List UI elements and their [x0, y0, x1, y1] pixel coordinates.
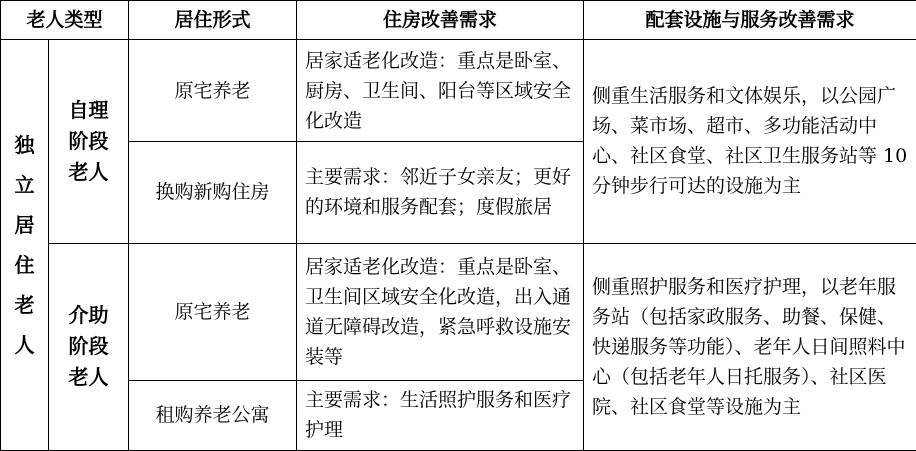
group-label-char: 居	[14, 213, 35, 238]
stage-label-line: 阶段	[68, 334, 109, 359]
group-label-char: 住	[14, 253, 35, 278]
stage-label-line: 老人	[68, 365, 109, 390]
stage-label-line: 老人	[68, 159, 109, 184]
header-elder-type: 老人类型	[1, 1, 129, 40]
group-label-independent	[1, 40, 49, 451]
stage-label-line: 阶段	[68, 128, 109, 153]
header-row	[1, 1, 916, 40]
facility-needs-cell: 侧重生活服务和文体娱乐，以公园广场、菜市场、超市、多功能活动中心、社区食堂、社区卫生服务站等 10 分钟步行可达的设施为主	[584, 40, 916, 243]
table-row	[1, 40, 916, 142]
housing-needs-cell: 主要需求：生活照护服务和医疗护理	[297, 380, 584, 451]
stage-label-line: 自理	[68, 97, 109, 122]
stage-label-assisted	[49, 243, 129, 450]
header-facility-needs: 配套设施与服务改善需求	[584, 1, 916, 40]
group-label-char: 人	[14, 333, 35, 358]
living-form-cell: 换购新购住房	[129, 141, 297, 243]
header-housing-needs: 住房改善需求	[297, 1, 584, 40]
table-row	[1, 243, 916, 380]
living-form-cell: 原宅养老	[129, 243, 297, 380]
living-form-cell: 原宅养老	[129, 40, 297, 142]
group-label-char: 立	[14, 173, 35, 198]
facility-needs-cell: 侧重照护服务和医疗护理，以老年服务站（包括家政服务、助餐、保健、快递服务等功能）、老年人日间照料中心（包括老年人日托服务）、社区医院、社区食堂等设施为主	[584, 243, 916, 450]
living-form-cell: 租购养老公寓	[129, 380, 297, 451]
housing-needs-cell: 主要需求：邻近子女亲友；更好的环境和服务配套；度假旅居	[297, 141, 584, 243]
group-label-char: 独	[14, 133, 35, 158]
stage-label-self-care	[49, 40, 129, 243]
stage-label-line: 介助	[68, 303, 109, 328]
header-living-form: 居住形式	[129, 1, 297, 40]
housing-needs-cell: 居家适老化改造：重点是卧室、厨房、卫生间、阳台等区域安全化改造	[297, 40, 584, 142]
group-label-char: 老	[14, 293, 35, 318]
housing-needs-cell: 居家适老化改造：重点是卧室、卫生间区域安全化改造，出入通道无障碍改造，紧急呼救设施安装等	[297, 243, 584, 380]
